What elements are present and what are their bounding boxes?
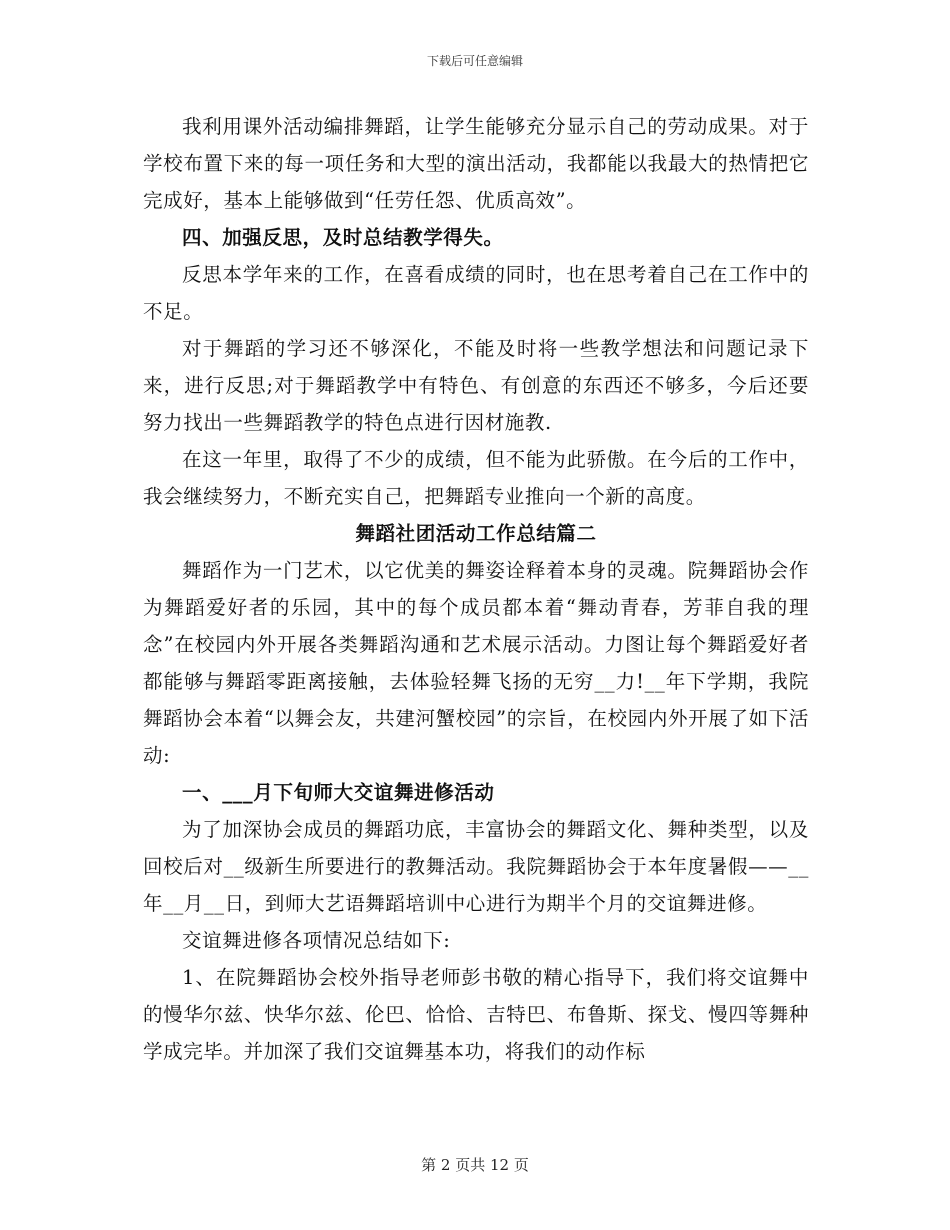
article-title: 舞蹈社团活动工作总结篇二 [355,522,597,545]
page-header: 下载后可任意编辑 [426,54,523,68]
document-body [143,108,809,1070]
paragraph: 1、在院舞蹈协会校外指导老师彭书敬的精心指导下，我们将交谊舞中的慢华尔兹、快华尔兹、伦巴、恰恰、吉特巴、布鲁斯、探戈、慢四等舞种学成完毕。并加深了我们交谊舞基本功，将我们的动作标 [143,966,809,1063]
paragraph: 对于舞蹈的学习还不够深化，不能及时将一些教学想法和问题记录下来，进行反思;对于舞蹈教学中有特色、有创意的东西还不够多，今后还要努力找出一些舞蹈教学的特色点进行因材施教. [143,337,809,434]
paragraph: 反思本学年来的工作，在喜看成绩的同时，也在思考着自己在工作中的不足。 [143,263,809,323]
section-heading: 四、加强反思，及时总结教学得失。 [182,226,504,249]
paragraph: 舞蹈作为一门艺术，以它优美的舞姿诠释着本身的灵魂。院舞蹈协会作为舞蹈爱好者的乐园，其中的每个成员都本着“舞动青春，芳菲自我的理念”在校园内外开展各类舞蹈沟通和艺术展示活动。力图让每个舞蹈爱好者都能够与舞蹈零距离接触，去体验轻舞飞扬的无穷__力!__年下学期，我院舞蹈协会本着“以舞会友，共建河蟹校园”的宗旨，在校园内外开展了如下活动: [143,559,809,767]
paragraph: 交谊舞进修各项情况总结如下: [182,929,451,952]
paragraph: 我利用课外活动编排舞蹈，让学生能够充分显示自己的劳动成果。对于学校布置下来的每一项任务和大型的演出活动，我都能以我最大的热情把它完成好，基本上能够做到“任劳任怨、优质高效”。 [143,115,809,212]
page-footer: 第 2 页共 12 页 [421,1156,529,1174]
paragraph: 在这一年里，取得了不少的成绩，但不能为此骄傲。在今后的工作中，我会继续努力，不断充实自己，把舞蹈专业推向一个新的高度。 [143,448,809,508]
section-heading: 一、___月下旬师大交谊舞进修活动 [182,781,495,804]
paragraph: 为了加深协会成员的舞蹈功底，丰富协会的舞蹈文化、舞种类型，以及回校后对__级新生所要进行的教舞活动。我院舞蹈协会于本年度暑假——__年__月__日，到师大艺语舞蹈培训中心进行为期半个月的交谊舞进修。 [143,818,809,915]
